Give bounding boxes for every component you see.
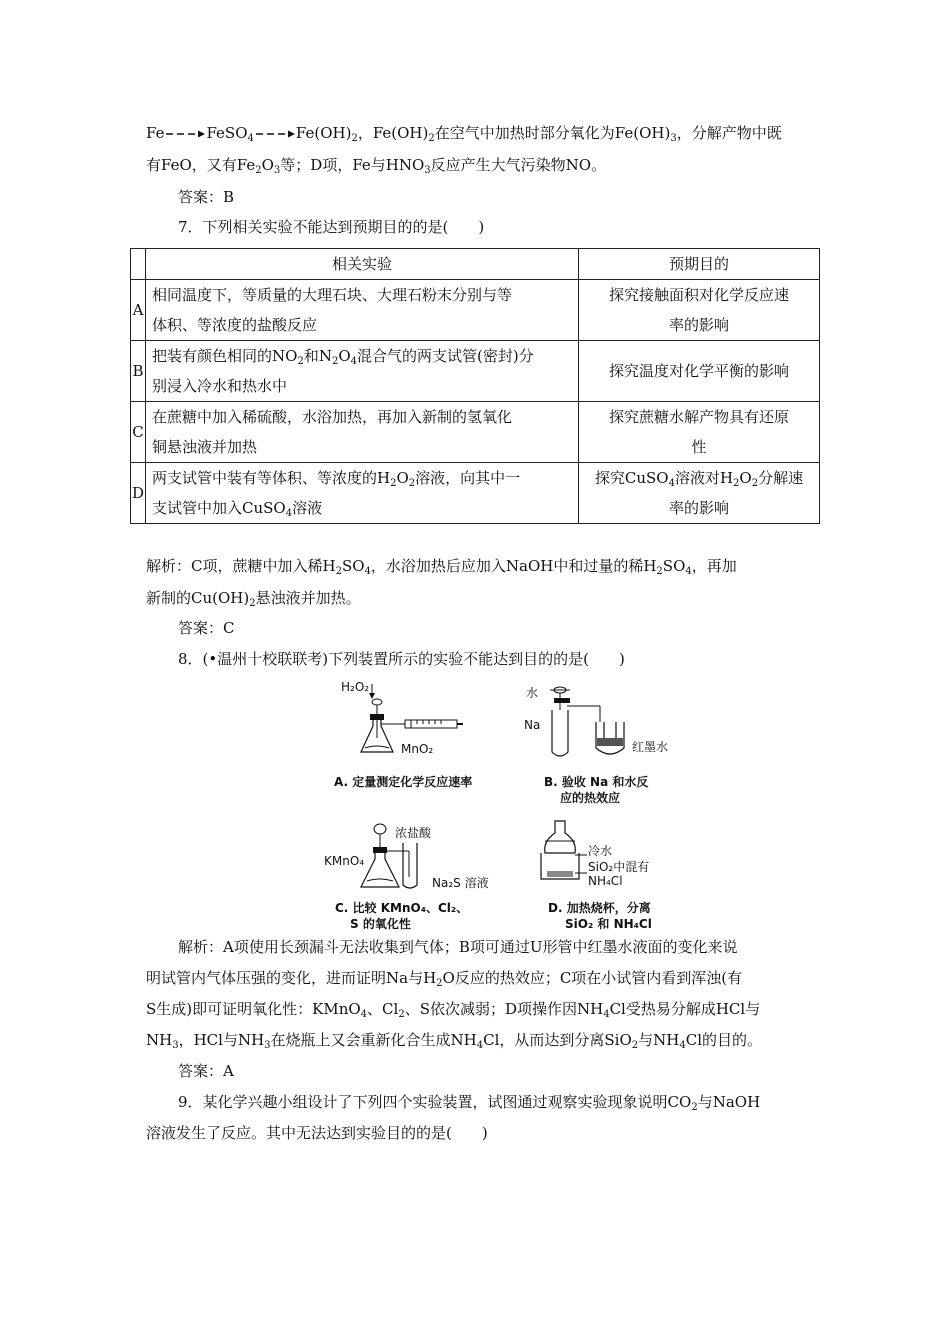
text: 9．某化学兴趣小组设计了下列四个实验装置，试图通过观察实验现象说明CO xyxy=(178,1093,692,1111)
sub: 2 xyxy=(751,478,759,489)
header-goal: 预期目的 xyxy=(579,249,820,280)
sub: 4 xyxy=(668,478,675,489)
q8-analysis-line-3 xyxy=(146,999,760,1019)
sub: 2 xyxy=(335,566,342,577)
label-cold-water: 冷水 xyxy=(588,844,613,858)
sub: 3 xyxy=(670,133,677,144)
row-goal xyxy=(579,402,820,463)
text: S生成)即可证明氧化性：KMnO xyxy=(146,1000,361,1018)
text: O xyxy=(338,347,351,365)
table-row xyxy=(131,341,820,402)
sub: 4 xyxy=(285,508,293,519)
sub: 2 xyxy=(390,478,397,489)
text: 混合气的两支试管(密封)分 xyxy=(357,347,534,365)
row-experiment xyxy=(146,341,579,402)
q7-analysis-line-1 xyxy=(146,556,737,576)
q8-analysis-line-4 xyxy=(146,1030,762,1050)
text: 在烧瓶上又会重新化合生成NH xyxy=(270,1031,477,1049)
label-conc-hcl: 浓盐酸 xyxy=(395,826,432,840)
q8-analysis-line-1: 解析：A项使用长颈漏斗无法收集到气体；B项可通过U形管中红墨水液面的变化来说 xyxy=(178,938,738,956)
text: 与NaOH xyxy=(697,1093,761,1111)
text: ，HCl与NH xyxy=(178,1031,265,1049)
question-7-stem: 7．下列相关实验不能达到预期目的的是( ) xyxy=(178,218,485,236)
figure-c-caption-2: S 的氧化性 xyxy=(350,917,411,931)
table-row xyxy=(131,280,820,341)
text xyxy=(585,463,813,493)
text: 探究温度对化学平衡的影响 xyxy=(608,362,789,380)
sub: 3 xyxy=(424,165,431,176)
text: 等；D项，Fe与HNO xyxy=(280,156,425,174)
text: O反应的热效应；C项在小试管内看到浑浊(有 xyxy=(442,969,743,987)
intro-line-1 xyxy=(146,123,782,143)
figure-d-caption-2: SiO₂ 和 NH₄Cl xyxy=(565,917,652,931)
text xyxy=(152,493,572,523)
text: 溶液对H xyxy=(674,469,734,487)
sub: 2 xyxy=(631,1040,639,1051)
text: 和N xyxy=(303,347,332,365)
text: 探究接触面积对化学反应速 xyxy=(608,286,789,304)
row-label: C xyxy=(131,402,146,463)
text: 溶液 xyxy=(292,499,323,517)
text: 悬浊液并加热。 xyxy=(255,589,361,607)
row-label: B xyxy=(131,341,146,402)
label-nh4cl: NH₄Cl xyxy=(588,874,623,888)
text: 性 xyxy=(691,438,707,456)
sub: 3 xyxy=(264,1040,271,1051)
label-na2s: Na₂S 溶液 xyxy=(432,876,489,890)
text: 支试管中加入CuSO xyxy=(152,499,286,517)
text: Cl的目的。 xyxy=(685,1031,763,1049)
text: Cl受热易分解成HCl与 xyxy=(609,1000,761,1018)
figure-a-caption: A. 定量测定化学反应速率 xyxy=(334,775,473,789)
figure-b-caption-1: B. 验收 Na 和水反 xyxy=(544,775,649,789)
text: 明试管内气体压强的变化，进而证明Na与H xyxy=(146,969,437,987)
sub: 2 xyxy=(331,356,339,367)
sub: 4 xyxy=(476,1040,484,1051)
text: SO xyxy=(662,557,686,575)
row-experiment xyxy=(146,402,579,463)
sub: 4 xyxy=(360,1009,368,1020)
text: O xyxy=(261,156,274,174)
text: 有FeO，又有Fe xyxy=(146,156,256,174)
text: 反应产生大气污染物NO。 xyxy=(430,156,607,174)
sub: 3 xyxy=(273,165,281,176)
sub: 2 xyxy=(398,1009,405,1020)
figure-b-caption-2: 应的热效应 xyxy=(560,791,621,805)
label-sio2-mix: SiO₂中混有 xyxy=(588,860,650,874)
row-experiment xyxy=(146,463,579,524)
row-label: D xyxy=(131,463,146,524)
text: Fe xyxy=(146,124,165,142)
text: 把装有颜色相同的NO xyxy=(152,347,298,365)
text: 相同温度下，等质量的大理石块、大理石粉末分别与等 xyxy=(152,286,513,304)
sub: 2 xyxy=(436,978,443,989)
text: 率的影响 xyxy=(668,316,729,334)
text: O xyxy=(396,469,409,487)
sub: 4 xyxy=(679,1040,686,1051)
sub: 2 xyxy=(408,478,416,489)
text: 在蔗糖中加入稀硫酸，水浴加热，再加入新制的氢氧化 xyxy=(152,408,513,426)
intro-line-2 xyxy=(146,155,606,175)
question-9-line-1 xyxy=(178,1092,760,1112)
figure-d-caption-1: D. 加热烧杯，分离 xyxy=(548,901,651,915)
text: 在空气中加热时部分氧化为Fe(OH) xyxy=(434,124,671,142)
text: ，Fe(OH) xyxy=(357,124,429,142)
text: 、Cl xyxy=(367,1000,399,1018)
question-9-line-2: 溶液发生了反应。其中无法达到实验目的的是( ) xyxy=(146,1124,488,1142)
text: 探究蔗糖水解产物具有还原 xyxy=(608,408,789,426)
sub: 2 xyxy=(351,133,358,144)
sub: 4 xyxy=(364,566,371,577)
text xyxy=(152,341,572,371)
header-blank xyxy=(131,249,146,280)
question-8-stem: 8．(•温州十校联联考)下列装置所示的实验不能达到目的的是( ) xyxy=(178,650,625,668)
sub: 4 xyxy=(247,133,254,144)
text: 新制的Cu(OH) xyxy=(146,589,250,607)
text: 、S依次减弱；D项操作因NH xyxy=(404,1000,604,1018)
dashed-arrow-icon xyxy=(254,129,296,139)
sub: 2 xyxy=(656,566,663,577)
answer-7: 答案：C xyxy=(178,619,235,637)
text: 铜悬浊液并加热 xyxy=(152,438,258,456)
text: FeSO xyxy=(206,124,248,142)
text: SO xyxy=(341,557,365,575)
text: ，水浴加热后应加入NaOH中和过量的稀H xyxy=(370,557,657,575)
text: NH xyxy=(146,1031,173,1049)
sub: 2 xyxy=(297,356,304,367)
text: 溶液，向其中一 xyxy=(415,469,521,487)
table-row xyxy=(131,402,820,463)
label-red-ink: 红墨水 xyxy=(632,740,669,754)
table-row xyxy=(131,463,820,524)
text: Fe(OH) xyxy=(295,124,352,142)
answer-6: 答案：B xyxy=(178,188,235,206)
sub: 2 xyxy=(733,478,740,489)
text: O xyxy=(739,469,752,487)
row-goal xyxy=(579,341,820,402)
text xyxy=(152,463,572,493)
figure-c-caption-1: C. 比较 KMnO₄、Cl₂、 xyxy=(335,901,469,915)
row-label: A xyxy=(131,280,146,341)
row-experiment xyxy=(146,280,579,341)
text: 分解速 xyxy=(758,469,804,487)
sub: 2 xyxy=(691,1102,698,1113)
header-experiment: 相关实验 xyxy=(146,249,579,280)
label-kmno4: KMnO₄ xyxy=(324,854,365,868)
text: ，再加 xyxy=(691,557,737,575)
label-h2o2: H₂O₂ xyxy=(341,680,370,694)
text: 解析：C项，蔗糖中加入稀H xyxy=(146,557,336,575)
experiment-table xyxy=(130,248,820,524)
row-goal xyxy=(579,280,820,341)
label-mno2: MnO₂ xyxy=(401,742,434,756)
text: 体积、等浓度的盐酸反应 xyxy=(152,316,318,334)
sub: 2 xyxy=(255,165,262,176)
text: 率的影响 xyxy=(668,499,729,517)
answer-8: 答案：A xyxy=(178,1062,234,1080)
sub: 3 xyxy=(172,1040,179,1051)
table-header-row xyxy=(131,249,820,280)
text: Cl，从而达到分离SiO xyxy=(483,1031,632,1049)
sub: 4 xyxy=(685,566,692,577)
label-na: Na xyxy=(524,718,541,732)
q8-analysis-line-2 xyxy=(146,968,742,988)
text: 探究CuSO xyxy=(594,469,669,487)
sub: 4 xyxy=(350,356,358,367)
q7-analysis-line-2 xyxy=(146,588,361,608)
label-water: 水 xyxy=(526,686,539,700)
sub: 2 xyxy=(249,598,256,609)
text: 别浸入冷水和热水中 xyxy=(152,377,288,395)
row-goal xyxy=(579,463,820,524)
dashed-arrow-icon xyxy=(164,129,206,139)
sub: 4 xyxy=(603,1009,610,1020)
text: ，分解产物中既 xyxy=(676,124,782,142)
sub: 2 xyxy=(428,133,435,144)
text: 与NH xyxy=(638,1031,680,1049)
text: 两支试管中装有等体积、等浓度的H xyxy=(152,469,391,487)
